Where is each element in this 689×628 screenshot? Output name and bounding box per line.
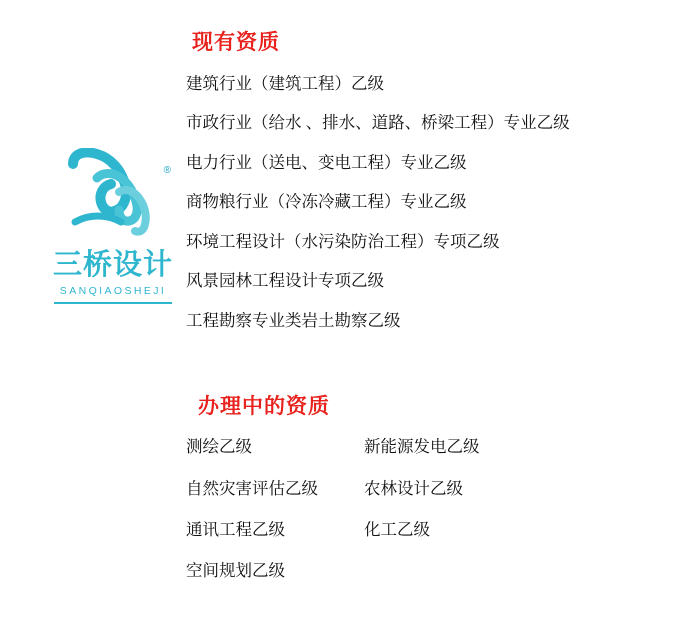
logo-divider <box>54 302 172 304</box>
grid-cell: 化工乙级 <box>364 519 430 539</box>
list-item: 工程勘察专业类岩土勘察乙级 <box>186 310 401 330</box>
grid-cell: 新能源发电乙级 <box>364 437 480 457</box>
registered-trademark-icon: ® <box>163 165 171 176</box>
list-item: 风景园林工程设计专项乙级 <box>186 271 384 291</box>
grid-cell: 农林设计乙级 <box>364 478 463 498</box>
grid-cell <box>362 550 686 591</box>
grid-cell: 自然灾害评估乙级 <box>186 478 318 498</box>
existing-qualifications-list <box>186 64 686 340</box>
grid-cell: 通讯工程乙级 <box>186 519 285 539</box>
section-title-existing: 现有资质 <box>192 31 280 54</box>
list-item: 建筑行业（建筑工程）乙级 <box>186 74 384 93</box>
grid-cell: 测绘乙级 <box>186 437 252 457</box>
logo-company-pinyin: SANQIAOSHEJI <box>59 284 167 297</box>
list-item: 市政行业（给水 、排水、道路、桥梁工程）专业乙级 <box>186 113 570 133</box>
section-in-progress <box>186 390 686 592</box>
list-item: 环境工程设计（水污染防治工程）专项乙级 <box>186 231 500 251</box>
in-progress-qualifications-grid <box>186 426 686 592</box>
wave-icon <box>63 148 163 240</box>
logo-mark <box>57 148 169 248</box>
list-item: 商物粮行业（冷冻冷藏工程）专业乙级 <box>186 192 467 212</box>
grid-cell: 空间规划乙级 <box>186 561 285 581</box>
list-item: 电力行业（送电、变电工程）专业乙级 <box>186 152 467 172</box>
company-logo <box>48 148 178 328</box>
qualifications-content <box>186 26 686 592</box>
logo-company-name: 三桥设计 <box>52 249 173 281</box>
section-title-in-progress: 办理中的资质 <box>198 395 330 419</box>
